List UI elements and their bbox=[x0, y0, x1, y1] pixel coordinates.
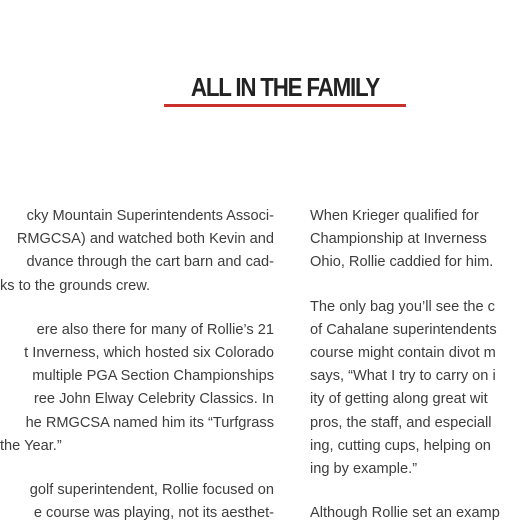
left-column bbox=[0, 205, 274, 525]
text-line: golf superintendent, Rollie focused on bbox=[29, 481, 274, 498]
text-line: the Year.” bbox=[0, 437, 62, 454]
right-column bbox=[310, 205, 512, 525]
paragraph bbox=[0, 319, 274, 458]
text-line: e course was playing, not its aesthet- bbox=[33, 505, 274, 522]
text-line: of Cahalane superintendents bbox=[310, 321, 497, 338]
paragraph bbox=[0, 205, 274, 298]
text-line: he RMGCSA named him its “Turfgrass bbox=[25, 414, 274, 431]
text-line: The only bag you’ll see the c bbox=[310, 298, 495, 315]
text-line: RMGCSA) and watched both Kevin and bbox=[16, 231, 274, 248]
text-line: Although Rollie set an examp bbox=[310, 505, 500, 522]
text-line: Ohio, Rollie caddied for him. bbox=[310, 254, 494, 271]
paragraph bbox=[310, 502, 512, 525]
text-line: ing by example.” bbox=[310, 460, 418, 477]
text-line: pros, the staff, and especiall bbox=[310, 414, 492, 431]
article-headline: ALL IN THE FAMILY bbox=[190, 72, 380, 102]
paragraph bbox=[0, 479, 274, 525]
text-line: ks to the grounds crew. bbox=[0, 277, 151, 294]
text-line: ity of getting along great wit bbox=[310, 391, 488, 408]
text-line: t Inverness, which hosted six Colorado bbox=[24, 344, 274, 361]
headline-underline bbox=[164, 104, 406, 107]
text-line: ree John Elway Celebrity Classics. In bbox=[33, 391, 274, 408]
text-line: ere also there for many of Rollie’s 21 bbox=[36, 321, 274, 338]
text-line: says, “What I try to carry on i bbox=[310, 368, 496, 385]
text-line: ing, cutting cups, helping on bbox=[310, 437, 491, 454]
text-line: When Krieger qualified for bbox=[310, 208, 479, 224]
text-line: Championship at Inverness bbox=[310, 231, 487, 248]
text-line: dvance through the cart barn and cad- bbox=[26, 254, 274, 271]
paragraph bbox=[310, 205, 512, 275]
text-line: course might contain divot m bbox=[310, 344, 496, 361]
text-line: cky Mountain Superintendents Associ- bbox=[26, 208, 274, 224]
paragraph bbox=[310, 296, 512, 482]
text-line: multiple PGA Section Championships bbox=[32, 368, 274, 385]
